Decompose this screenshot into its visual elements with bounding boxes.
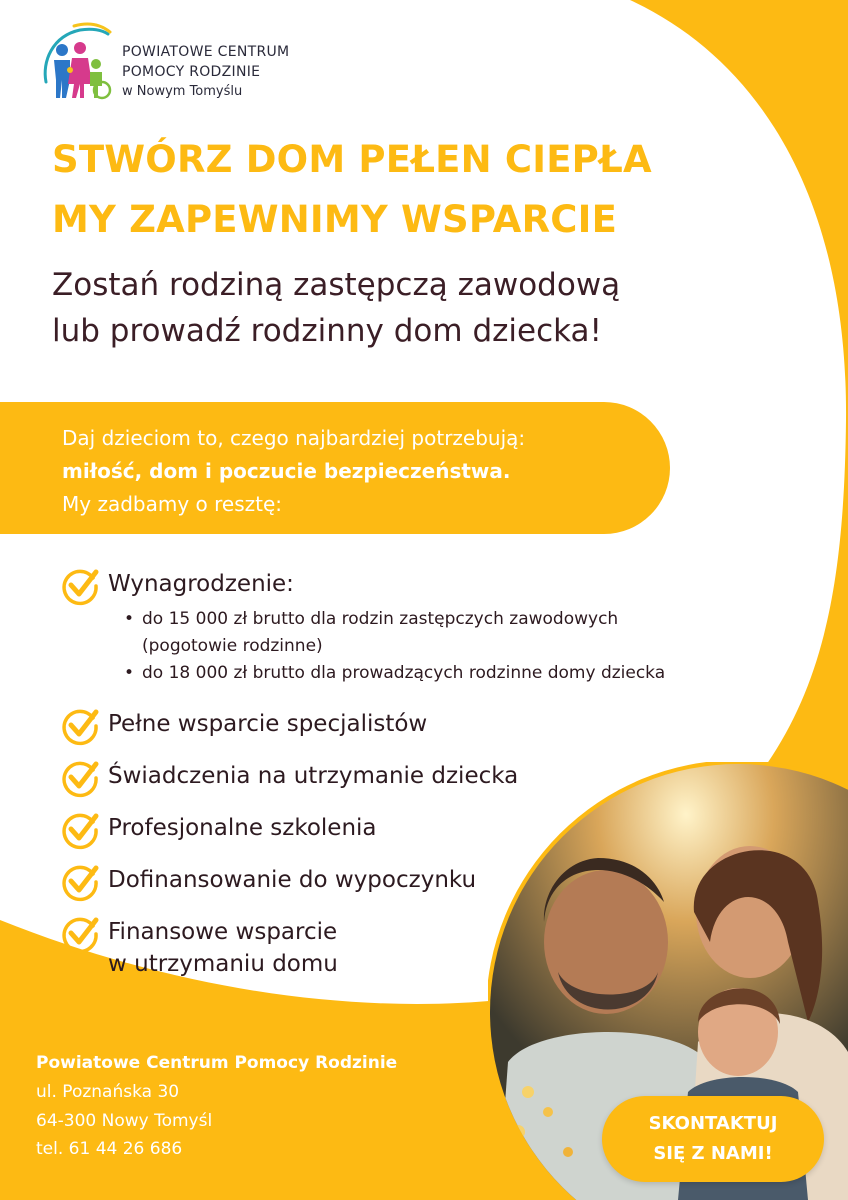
headline-line-1: STWÓRZ DOM PEŁEN CIEPŁA (52, 138, 652, 181)
intro-text (62, 422, 525, 521)
benefit-label-line-2: w utrzymaniu domu (108, 951, 338, 977)
benefit-label: Wynagrodzenie: (108, 571, 294, 597)
subheadline-line-1: Zostań rodziną zastępczą zawodową (52, 267, 621, 303)
footer-city: 64-300 Nowy Tomyśl (36, 1110, 213, 1131)
check-circle-icon (60, 706, 100, 746)
intro-line-3: My zadbamy o resztę: (62, 492, 283, 516)
org-line-1: POWIATOWE CENTRUM (122, 44, 290, 60)
org-line-3: w Nowym Tomyślu (122, 84, 243, 99)
benefit-label: Dofinansowanie do wypoczynku (108, 867, 477, 893)
footer-org-name: Powiatowe Centrum Pomocy Rodzinie (36, 1053, 398, 1073)
intro-line-1: Daj dzieciom to, czego najbardziej potrzebują: (62, 426, 526, 450)
benefit-label: Pełne wsparcie specjalistów (108, 711, 428, 737)
check-circle-icon (60, 758, 100, 798)
sub-item: • do 18 000 zł brutto dla prowadzących rodzinne domy dziecka (120, 660, 665, 687)
subheadline-line-2: lub prowadź rodzinny dom dziecka! (52, 313, 602, 349)
benefit-label (108, 916, 338, 980)
cta-line-1: SKONTAKTUJ (648, 1113, 778, 1134)
sub-item-continuation: (pogotowie rodzinne) (142, 636, 323, 656)
check-circle-icon (60, 914, 100, 954)
organization-name (122, 42, 289, 102)
benefit-label: Profesjonalne szkolenia (108, 815, 377, 841)
contact-us-button[interactable] (602, 1096, 824, 1182)
intro-line-2: miłość, dom i poczucie bezpieczeństwa. (62, 459, 511, 483)
org-line-2: POMOCY RODZINIE (122, 64, 261, 80)
check-circle-icon (60, 862, 100, 902)
benefit-label: Świadczenia na utrzymanie dziecka (108, 763, 519, 789)
cta-line-2: SIĘ Z NAMI! (653, 1143, 773, 1164)
check-circle-icon (60, 566, 100, 606)
salary-sublist (60, 606, 666, 687)
footer-street: ul. Poznańska 30 (36, 1082, 180, 1102)
subheadline (52, 262, 620, 354)
family-logo-icon (36, 22, 116, 102)
headline (52, 130, 652, 250)
sub-item: • do 15 000 zł brutto dla rodzin zastępczych zawodowych (120, 606, 665, 633)
contact-footer (36, 1048, 397, 1164)
benefit-label-line-1: Finansowe wsparcie (108, 919, 338, 945)
footer-phone[interactable]: tel. 61 44 26 686 (36, 1139, 183, 1159)
headline-line-2: MY ZAPEWNIMY WSPARCIE (52, 198, 618, 241)
check-circle-icon (60, 810, 100, 850)
